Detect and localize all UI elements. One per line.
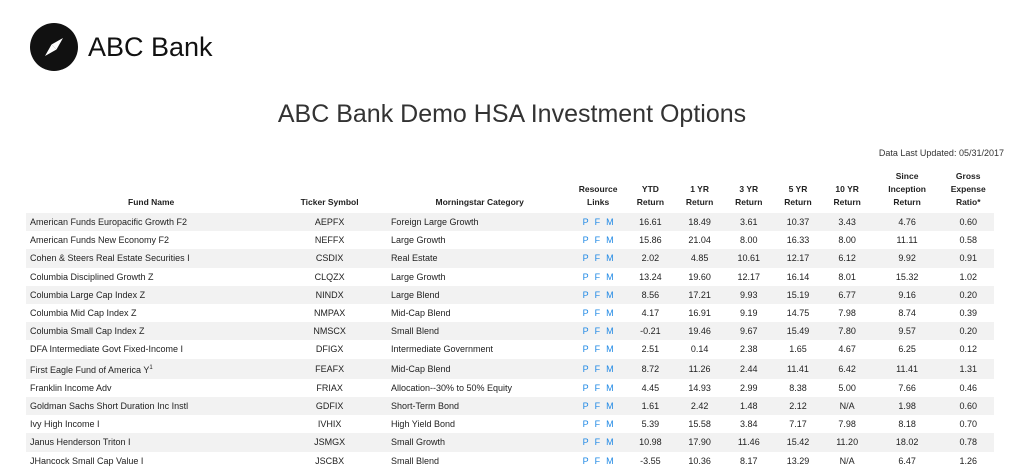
- fund-name-cell: [26, 379, 274, 397]
- ticker-cell: CLQZX: [314, 271, 345, 282]
- resource-links-cell: [570, 397, 625, 415]
- table-row: [26, 340, 994, 358]
- col-ytd: YTD Return: [636, 184, 665, 207]
- 10yr-return-cell: 6.12: [823, 249, 872, 267]
- 5yr-return-cell: 12.17: [773, 249, 822, 267]
- col-resource-links: Resource Links: [578, 184, 618, 207]
- category-cell: Large Growth: [390, 271, 446, 282]
- col-ticker: Ticker Symbol: [300, 197, 359, 207]
- 5yr-return-cell: 7.17: [789, 419, 807, 430]
- expense-ratio-cell: 1.02: [959, 271, 977, 282]
- resource-link-p[interactable]: P: [582, 401, 589, 412]
- resource-link-m[interactable]: M: [606, 344, 614, 355]
- 3yr-return-cell: 3.84: [740, 419, 758, 430]
- col-expense-ratio: Gross Expense Ratio*: [950, 171, 986, 207]
- 3yr-return-cell: 2.38: [740, 344, 758, 355]
- 5yr-return-cell: 15.49: [773, 322, 822, 340]
- category-cell: Small Blend: [390, 455, 439, 466]
- ticker-cell: GDFIX: [274, 397, 385, 415]
- 3yr-return-cell: 9.67: [724, 322, 773, 340]
- expense-ratio-cell: 0.20: [942, 322, 994, 340]
- table-row: [26, 268, 994, 286]
- expense-ratio-cell: 0.39: [959, 308, 977, 319]
- 5yr-return-cell: 14.75: [786, 308, 810, 319]
- inception-return-cell: 18.02: [872, 433, 943, 451]
- table-row: [26, 304, 994, 322]
- expense-ratio-cell: 0.60: [942, 213, 994, 231]
- inception-return-cell: 6.47: [898, 455, 916, 466]
- inception-return-cell: 9.57: [872, 322, 943, 340]
- resource-links-cell: [570, 231, 625, 249]
- table-row: [26, 249, 994, 267]
- 5yr-return-cell: 10.37: [773, 213, 822, 231]
- 10yr-return-cell: 6.77: [823, 286, 872, 304]
- table-row: [26, 322, 994, 340]
- category-cell: Large Growth: [390, 235, 446, 246]
- 1yr-return-cell: 21.04: [688, 235, 711, 246]
- resource-link-p[interactable]: P: [582, 419, 589, 430]
- fund-name: Goldman Sachs Short Duration Inc Instl: [30, 401, 189, 412]
- category-cell: Foreign Large Growth: [385, 213, 570, 231]
- ticker-cell: FEAFX: [274, 359, 385, 379]
- fund-name: First Eagle Fund of America Y: [30, 364, 150, 375]
- inception-return-cell: 9.16: [872, 286, 943, 304]
- 1yr-return-cell: 17.90: [675, 433, 724, 451]
- category-cell: Intermediate Government: [390, 344, 493, 355]
- 10yr-return-cell: 7.98: [838, 308, 856, 319]
- investment-options-table: [26, 170, 994, 470]
- col-category: Morningstar Category: [435, 197, 524, 207]
- table-row: [26, 231, 994, 249]
- inception-return-cell: 15.32: [895, 271, 919, 282]
- col-3yr: 3 YR Return: [735, 184, 763, 207]
- table-row: [26, 433, 994, 451]
- compass-icon: [30, 23, 78, 71]
- resource-link-f[interactable]: F: [594, 326, 601, 337]
- ytd-return-cell: 2.02: [626, 249, 675, 267]
- expense-ratio-cell: 0.78: [942, 433, 994, 451]
- last-updated-label: Data Last Updated: 05/31/2017: [878, 148, 1004, 158]
- 1yr-return-cell: 2.42: [675, 397, 724, 415]
- fund-name: Columbia Disciplined Growth Z: [30, 271, 154, 282]
- 1yr-return-cell: 14.93: [688, 382, 711, 393]
- table-row: [26, 397, 994, 415]
- 1yr-return-cell: 4.85: [675, 249, 724, 267]
- ticker-cell: NMPAX: [313, 308, 346, 319]
- 3yr-return-cell: 8.17: [740, 455, 758, 466]
- fund-name: Ivy High Income I: [30, 419, 100, 430]
- category-cell: High Yield Bond: [390, 419, 455, 430]
- resource-link-f[interactable]: F: [594, 382, 601, 393]
- inception-return-cell: 11.11: [896, 235, 918, 246]
- 3yr-return-cell: 9.93: [724, 286, 773, 304]
- page-title: ABC Bank Demo HSA Investment Options: [277, 100, 747, 128]
- category-cell: Short-Term Bond: [385, 397, 570, 415]
- resource-link-m[interactable]: M: [606, 437, 614, 448]
- resource-link-p[interactable]: P: [582, 289, 589, 300]
- 1yr-return-cell: 0.14: [690, 344, 709, 355]
- expense-ratio-cell: 0.46: [959, 382, 977, 393]
- expense-ratio-cell: 0.70: [959, 419, 977, 430]
- resource-links-cell: [570, 213, 625, 231]
- resource-link-p[interactable]: P: [582, 235, 589, 246]
- 10yr-return-cell: 8.01: [838, 271, 856, 282]
- 5yr-return-cell: 2.12: [773, 397, 822, 415]
- 5yr-return-cell: 13.29: [786, 455, 810, 466]
- resource-link-m[interactable]: M: [606, 419, 614, 430]
- 3yr-return-cell: 12.17: [737, 271, 761, 282]
- category-cell: Small Growth: [385, 433, 570, 451]
- ytd-return-cell: 8.72: [626, 359, 675, 379]
- resource-link-f[interactable]: F: [594, 344, 601, 355]
- 5yr-return-cell: 16.33: [786, 235, 810, 246]
- resource-link-m[interactable]: M: [606, 401, 614, 412]
- inception-return-cell: 4.76: [872, 213, 943, 231]
- resource-link-f[interactable]: F: [594, 308, 601, 319]
- ticker-cell: IVHIX: [317, 419, 342, 430]
- 3yr-return-cell: 2.99: [740, 382, 758, 393]
- resource-link-m[interactable]: M: [606, 217, 614, 227]
- inception-return-cell: 8.74: [898, 308, 916, 319]
- ytd-return-cell: 1.61: [626, 397, 675, 415]
- col-fund-name: Fund Name: [128, 197, 175, 207]
- resource-links-cell: [570, 359, 625, 379]
- resource-link-f[interactable]: F: [594, 363, 601, 374]
- ytd-return-cell: 10.98: [626, 433, 675, 451]
- 10yr-return-cell: N/A: [839, 455, 855, 466]
- expense-ratio-cell: 1.31: [942, 359, 994, 379]
- ytd-return-cell: 4.45: [641, 382, 660, 393]
- fund-name-cell: [26, 322, 274, 340]
- 3yr-return-cell: 8.00: [740, 235, 758, 246]
- resource-links-cell: [570, 286, 625, 304]
- category-cell: Large Blend: [385, 286, 570, 304]
- fund-name: JHancock Small Cap Value I: [30, 455, 144, 466]
- resource-link-p[interactable]: P: [582, 455, 589, 466]
- ticker-cell: DFIGX: [315, 344, 344, 355]
- ytd-return-cell: 16.61: [626, 213, 675, 231]
- resource-links-cell: [570, 322, 625, 340]
- ticker-cell: NEFFX: [314, 235, 345, 246]
- 5yr-return-cell: 1.65: [789, 344, 807, 355]
- fund-name-cell: [26, 213, 274, 231]
- 3yr-return-cell: 9.19: [740, 308, 758, 319]
- ytd-return-cell: 5.39: [641, 419, 660, 430]
- ytd-return-cell: 4.17: [641, 308, 660, 319]
- 1yr-return-cell: 19.60: [688, 271, 711, 282]
- ticker-cell: NINDX: [274, 286, 385, 304]
- col-5yr: 5 YR Return: [784, 184, 812, 207]
- category-cell: Mid-Cap Blend: [385, 359, 570, 379]
- resource-link-p[interactable]: P: [582, 437, 589, 448]
- 10yr-return-cell: 7.98: [838, 419, 856, 430]
- resource-links-cell: [570, 268, 625, 286]
- resource-link-f[interactable]: F: [594, 217, 601, 227]
- resource-link-f[interactable]: F: [594, 289, 601, 300]
- fund-name: DFA Intermediate Govt Fixed-Income I: [30, 344, 184, 355]
- ytd-return-cell: -3.55: [640, 455, 661, 466]
- fund-name-cell: [26, 397, 274, 415]
- fund-name-cell: [26, 231, 274, 249]
- col-10yr: 10 YR Return: [833, 184, 861, 207]
- inception-return-cell: 9.92: [872, 249, 943, 267]
- resource-link-p[interactable]: P: [582, 217, 589, 227]
- resource-link-m[interactable]: M: [606, 271, 614, 282]
- 10yr-return-cell: 4.67: [838, 344, 856, 355]
- 1yr-return-cell: 16.91: [688, 308, 711, 319]
- expense-ratio-cell: 0.58: [959, 235, 977, 246]
- ticker-cell: JSMGX: [274, 433, 385, 451]
- category-cell: Allocation--30% to 50% Equity: [390, 382, 513, 393]
- resource-link-m[interactable]: M: [606, 363, 614, 374]
- table-row: [26, 379, 994, 397]
- inception-return-cell: 6.25: [898, 344, 916, 355]
- 3yr-return-cell: 10.61: [724, 249, 773, 267]
- 10yr-return-cell: 8.00: [838, 235, 856, 246]
- 10yr-return-cell: 3.43: [823, 213, 872, 231]
- resource-links-cell: [570, 415, 625, 433]
- resource-link-m[interactable]: M: [606, 235, 614, 246]
- resource-link-m[interactable]: M: [606, 253, 614, 264]
- 10yr-return-cell: 7.80: [823, 322, 872, 340]
- fund-name-cell: [26, 286, 274, 304]
- col-1yr: 1 YR Return: [685, 184, 714, 207]
- 1yr-return-cell: 15.58: [688, 419, 711, 430]
- 3yr-return-cell: 1.48: [724, 397, 773, 415]
- resource-link-p[interactable]: P: [582, 326, 589, 337]
- ticker-cell: JSCBX: [315, 455, 345, 466]
- resource-links-cell: [570, 452, 625, 470]
- 10yr-return-cell: 5.00: [838, 382, 856, 393]
- inception-return-cell: 8.18: [898, 419, 916, 430]
- 1yr-return-cell: 19.46: [675, 322, 724, 340]
- resource-link-p[interactable]: P: [582, 344, 589, 355]
- 3yr-return-cell: 3.61: [724, 213, 773, 231]
- 5yr-return-cell: 15.19: [773, 286, 822, 304]
- col-since-inception: Since Inception Return: [888, 171, 926, 207]
- resource-link-m[interactable]: M: [606, 326, 614, 337]
- fund-name-cell: [26, 433, 274, 451]
- resource-link-p[interactable]: P: [582, 271, 589, 282]
- fund-name: Columbia Mid Cap Index Z: [30, 308, 137, 319]
- expense-ratio-cell: 0.91: [942, 249, 994, 267]
- ytd-return-cell: 8.56: [626, 286, 675, 304]
- brand-name: ABC Bank: [88, 31, 213, 62]
- 5yr-return-cell: 11.41: [773, 359, 822, 379]
- fund-name: Janus Henderson Triton I: [30, 437, 131, 448]
- fund-name: Columbia Large Cap Index Z: [30, 289, 146, 300]
- inception-return-cell: 1.98: [872, 397, 943, 415]
- resource-link-m[interactable]: M: [606, 289, 614, 300]
- fund-name: Columbia Small Cap Index Z: [30, 326, 145, 337]
- resource-link-f[interactable]: F: [594, 437, 601, 448]
- fund-name-cell: [26, 268, 274, 286]
- table-header-row: [26, 170, 994, 213]
- 3yr-return-cell: 2.44: [724, 359, 773, 379]
- resource-link-m[interactable]: M: [606, 382, 614, 393]
- table-row: [26, 415, 994, 433]
- ytd-return-cell: 2.51: [641, 344, 660, 355]
- ytd-return-cell: 13.24: [639, 271, 662, 282]
- fund-name: American Funds Europacific Growth F2: [30, 217, 188, 227]
- inception-return-cell: 7.66: [898, 382, 916, 393]
- category-cell: Small Blend: [385, 322, 570, 340]
- fund-name: Cohen & Steers Real Estate Securities I: [30, 253, 190, 264]
- resource-link-f[interactable]: F: [594, 401, 601, 412]
- resource-links-cell: [570, 433, 625, 451]
- 3yr-return-cell: 11.46: [724, 433, 773, 451]
- 1yr-return-cell: 10.36: [688, 455, 711, 466]
- fund-name-cell: [26, 359, 274, 379]
- resource-link-p[interactable]: P: [582, 363, 589, 374]
- resource-links-cell: [570, 304, 625, 322]
- table-row: [26, 359, 994, 379]
- brand-logo[interactable]: [30, 23, 213, 71]
- fund-name: American Funds New Economy F2: [30, 235, 170, 246]
- resource-link-f[interactable]: F: [594, 455, 601, 466]
- category-cell: Real Estate: [385, 249, 570, 267]
- ytd-return-cell: -0.21: [626, 322, 675, 340]
- fund-name-cell: [26, 249, 274, 267]
- ytd-return-cell: 15.86: [639, 235, 662, 246]
- fund-name-cell: [26, 304, 274, 322]
- table-row: [26, 213, 994, 231]
- inception-return-cell: 11.41: [872, 359, 943, 379]
- expense-ratio-cell: 0.12: [959, 344, 977, 355]
- fund-name-cell: [26, 415, 274, 433]
- 10yr-return-cell: N/A: [823, 397, 872, 415]
- 5yr-return-cell: 15.42: [773, 433, 822, 451]
- ticker-cell: FRIAX: [316, 382, 343, 393]
- fund-name-cell: [26, 452, 274, 470]
- 10yr-return-cell: 11.20: [823, 433, 872, 451]
- table-row: [26, 452, 994, 470]
- footnote-marker: 1: [149, 364, 153, 371]
- 1yr-return-cell: 11.26: [675, 359, 724, 379]
- resource-links-cell: [570, 340, 625, 358]
- resource-link-m[interactable]: M: [606, 308, 614, 319]
- fund-name-cell: [26, 340, 274, 358]
- resource-link-p[interactable]: P: [582, 253, 589, 264]
- resource-link-p[interactable]: P: [582, 308, 589, 319]
- resource-link-f[interactable]: F: [594, 271, 601, 282]
- expense-ratio-cell: 1.26: [959, 455, 977, 466]
- category-cell: Mid-Cap Blend: [390, 308, 451, 319]
- 5yr-return-cell: 16.14: [786, 271, 810, 282]
- resource-link-m[interactable]: M: [606, 455, 614, 466]
- 1yr-return-cell: 17.21: [675, 286, 724, 304]
- resource-links-cell: [570, 379, 625, 397]
- expense-ratio-cell: 0.60: [942, 397, 994, 415]
- ticker-cell: CSDIX: [274, 249, 385, 267]
- resource-link-p[interactable]: P: [582, 382, 589, 393]
- resource-link-f[interactable]: F: [594, 235, 601, 246]
- resource-link-f[interactable]: F: [594, 419, 601, 430]
- resource-link-f[interactable]: F: [594, 253, 601, 264]
- ticker-cell: AEPFX: [274, 213, 385, 231]
- table-row: [26, 286, 994, 304]
- ticker-cell: NMSCX: [274, 322, 385, 340]
- 5yr-return-cell: 8.38: [789, 382, 807, 393]
- 1yr-return-cell: 18.49: [675, 213, 724, 231]
- resource-links-cell: [570, 249, 625, 267]
- expense-ratio-cell: 0.20: [942, 286, 994, 304]
- fund-name: Franklin Income Adv: [30, 382, 112, 393]
- 10yr-return-cell: 6.42: [823, 359, 872, 379]
